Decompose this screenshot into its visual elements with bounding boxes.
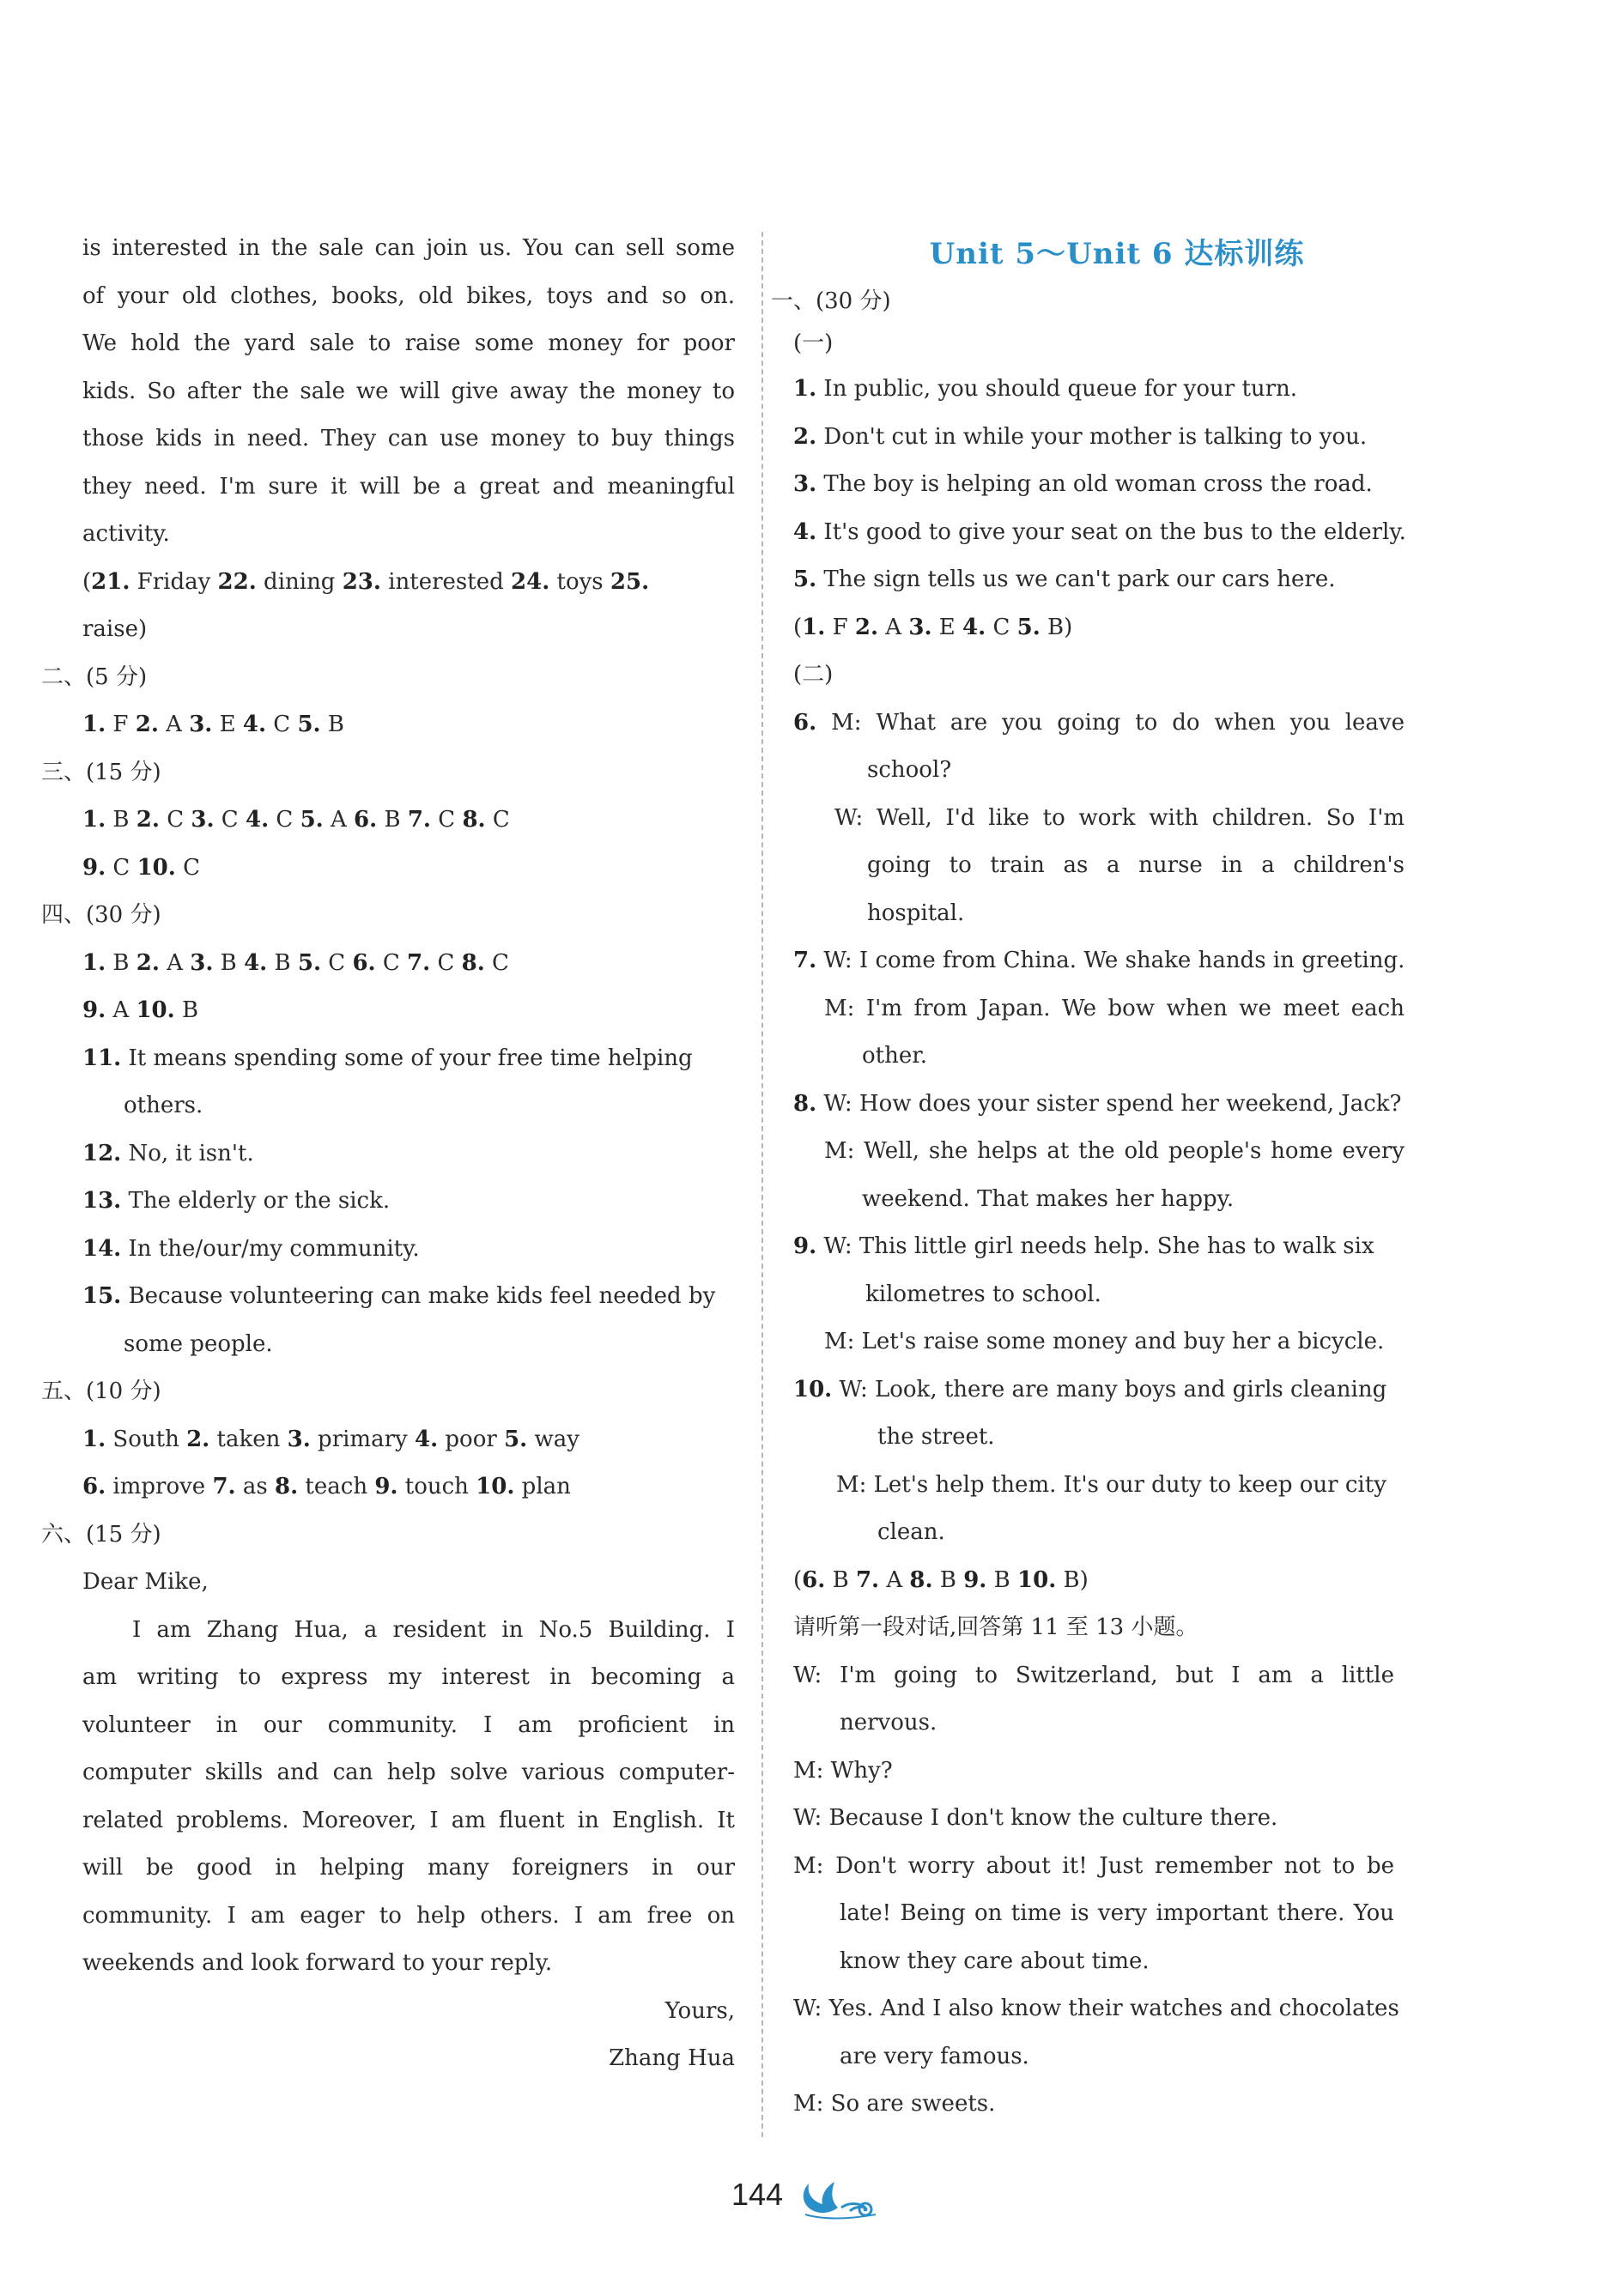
dialog-line: W: Because I don't know the culture there. (793, 1805, 1278, 1831)
answer-q12: 12. No, it isn't. (82, 1140, 254, 1166)
sentence-5: 5. The sign tells us we can't park our cars here. (793, 566, 1336, 592)
dialog-line: W: Yes. And I also know their watches and chocolates (793, 1996, 1399, 2021)
answer-q15-cont: some people. (124, 1330, 273, 1357)
answer-key-part1: (1. F 2. A 3. E 4. C 5. B) (793, 614, 1073, 640)
answer-q15: 15. Because volunteering can make kids feel needed by (82, 1283, 716, 1309)
part-label: (一) (793, 330, 834, 356)
answer-row: 1. F 2. A 3. E 4. C 5. B (82, 712, 344, 737)
reading-line: is interested in the sale can join us. You can sell some (82, 235, 735, 261)
dialog-line: M: So are sweets. (793, 2091, 996, 2117)
sentence-1: 1. In public, you should queue for your turn. (793, 376, 1298, 402)
dialog-7-line: M: I'm from Japan. We bow when we meet each (824, 995, 1405, 1021)
section-label: 二、(5 分) (41, 663, 148, 690)
letter-line: computer skills and can help solve various computer- (82, 1760, 735, 1785)
dialog-6-line: going to train as a nurse in a children's (867, 852, 1405, 878)
letter-greeting: Dear Mike, (82, 1569, 209, 1595)
letter-line: community. I am eager to help others. I am free on (82, 1902, 735, 1929)
answer-key-tail: raise) (82, 616, 148, 642)
section-label: 三、(15 分) (41, 759, 161, 785)
letter-closing: Yours, (664, 1997, 735, 2024)
letter-line: weekends and look forward to your reply. (82, 1950, 553, 1976)
dialog-line: know they care about time. (840, 1948, 1150, 1974)
reading-line: kids. So after the sale we will give away the money to (82, 378, 735, 404)
dialog-9-line: M: Let's raise some money and buy her a bicycle. (824, 1329, 1385, 1354)
section-label: 一、(30 分) (771, 288, 891, 314)
sentence-3: 3. The boy is helping an old woman cross the road. (793, 471, 1373, 497)
wave-logo-icon (797, 2172, 883, 2223)
reading-line: activity. (82, 521, 170, 547)
answer-row: 1. B 2. A 3. B 4. B 5. C 6. C 7. C 8. C (82, 949, 509, 976)
part-label: (二) (793, 662, 834, 688)
answer-row: 1. South 2. taken 3. primary 4. poor 5. way (82, 1426, 579, 1452)
answer-key-21-25: (21. Friday 22. dining 23. interested 24. toys 25. (82, 568, 650, 595)
dialog-line: M: Why? (793, 1757, 893, 1784)
reading-line: those kids in need. They can use money to buy things (82, 426, 735, 451)
unit-title: Unit 5～Unit 6 达标训练 (929, 237, 1305, 271)
dialog-7-line: other. (862, 1043, 928, 1069)
answer-q13: 13. The elderly or the sick. (82, 1188, 391, 1214)
dialog-line: M: Don't worry about it! Just remember not to be (793, 1852, 1394, 1879)
answer-key-part2: (6. B 7. A 8. B 9. B 10. B) (793, 1566, 1089, 1593)
answer-q11-cont: others. (124, 1093, 203, 1118)
dialog-10-line: M: Let's help them. It's our duty to keep our city (836, 1471, 1386, 1498)
dialog-8-line: M: Well, she helps at the old people's home every (824, 1138, 1405, 1164)
section-label: 六、(15 分) (41, 1521, 161, 1548)
letter-signature: Zhang Hua (609, 2045, 735, 2071)
letter-line: will be good in helping many foreigners in our (82, 1855, 735, 1881)
dialog-6-line: hospital. (867, 900, 965, 926)
page-number: 144 (731, 2177, 784, 2212)
answer-row: 6. improve 7. as 8. teach 9. touch 10. plan (82, 1474, 571, 1499)
letter-line: I am Zhang Hua, a resident in No.5 Building. I (132, 1616, 735, 1643)
answer-row: 9. C 10. C (82, 854, 200, 881)
answer-q14: 14. In the/our/my community. (82, 1235, 420, 1262)
dialog-10-line: the street. (877, 1424, 995, 1450)
letter-line: am writing to express my interest in becoming a (82, 1664, 735, 1690)
dialog-7-line: 7. W: I come from China. We shake hands in greeting. (793, 948, 1405, 973)
dialog-9-line: 9. W: This little girl needs help. She has to walk six (793, 1233, 1374, 1259)
reading-line: We hold the yard sale to raise some money for poor (82, 330, 735, 356)
dialog-6-line: school? (867, 757, 952, 783)
dialog-6-line: 6. M: What are you going to do when you leave (793, 709, 1405, 736)
left-column (41, 225, 735, 2083)
column-divider (761, 232, 763, 2137)
dialog-10-line: clean. (877, 1519, 945, 1545)
section-label: 五、(10 分) (41, 1378, 161, 1404)
reading-line: they need. I'm sure it will be a great and meaningful (82, 473, 735, 500)
right-column (771, 227, 1441, 2129)
dialog-8-line: weekend. That makes her happy. (862, 1185, 1235, 1212)
section-label: 四、(30 分) (41, 902, 161, 928)
answer-row: 1. B 2. C 3. C 4. C 5. A 6. B 7. C 8. C (82, 807, 510, 833)
dialog-9-line: kilometres to school. (865, 1281, 1101, 1307)
sentence-4: 4. It's good to give your seat on the bus to the elderly. (793, 518, 1406, 545)
dialog-line: are very famous. (840, 2043, 1029, 2069)
dialog-6-line: W: Well, I'd like to work with children. So I'm (834, 804, 1405, 831)
sentence-2: 2. Don't cut in while your mother is talking to you. (793, 423, 1368, 450)
dialog-10-line: 10. W: Look, there are many boys and girls cleaning (793, 1376, 1387, 1402)
listening-instruction: 请听第一段对话,回答第 11 至 13 小题。 (793, 1614, 1198, 1640)
answer-row: 9. A 10. B (82, 997, 199, 1023)
dialog-line: W: I'm going to Switzerland, but I am a little (793, 1662, 1394, 1688)
letter-line: volunteer in our community. I am proficient in (82, 1711, 735, 1738)
dialog-line: late! Being on time is very important there. You (840, 1900, 1394, 1926)
dialog-line: nervous. (840, 1710, 937, 1736)
letter-line: related problems. Moreover, I am fluent in English. It (82, 1807, 735, 1833)
answer-q11: 11. It means spending some of your free time helping (82, 1045, 693, 1071)
reading-line: of your old clothes, books, old bikes, toys and so on. (82, 282, 735, 309)
dialog-8-line: 8. W: How does your sister spend her weekend, Jack? (793, 1090, 1402, 1117)
